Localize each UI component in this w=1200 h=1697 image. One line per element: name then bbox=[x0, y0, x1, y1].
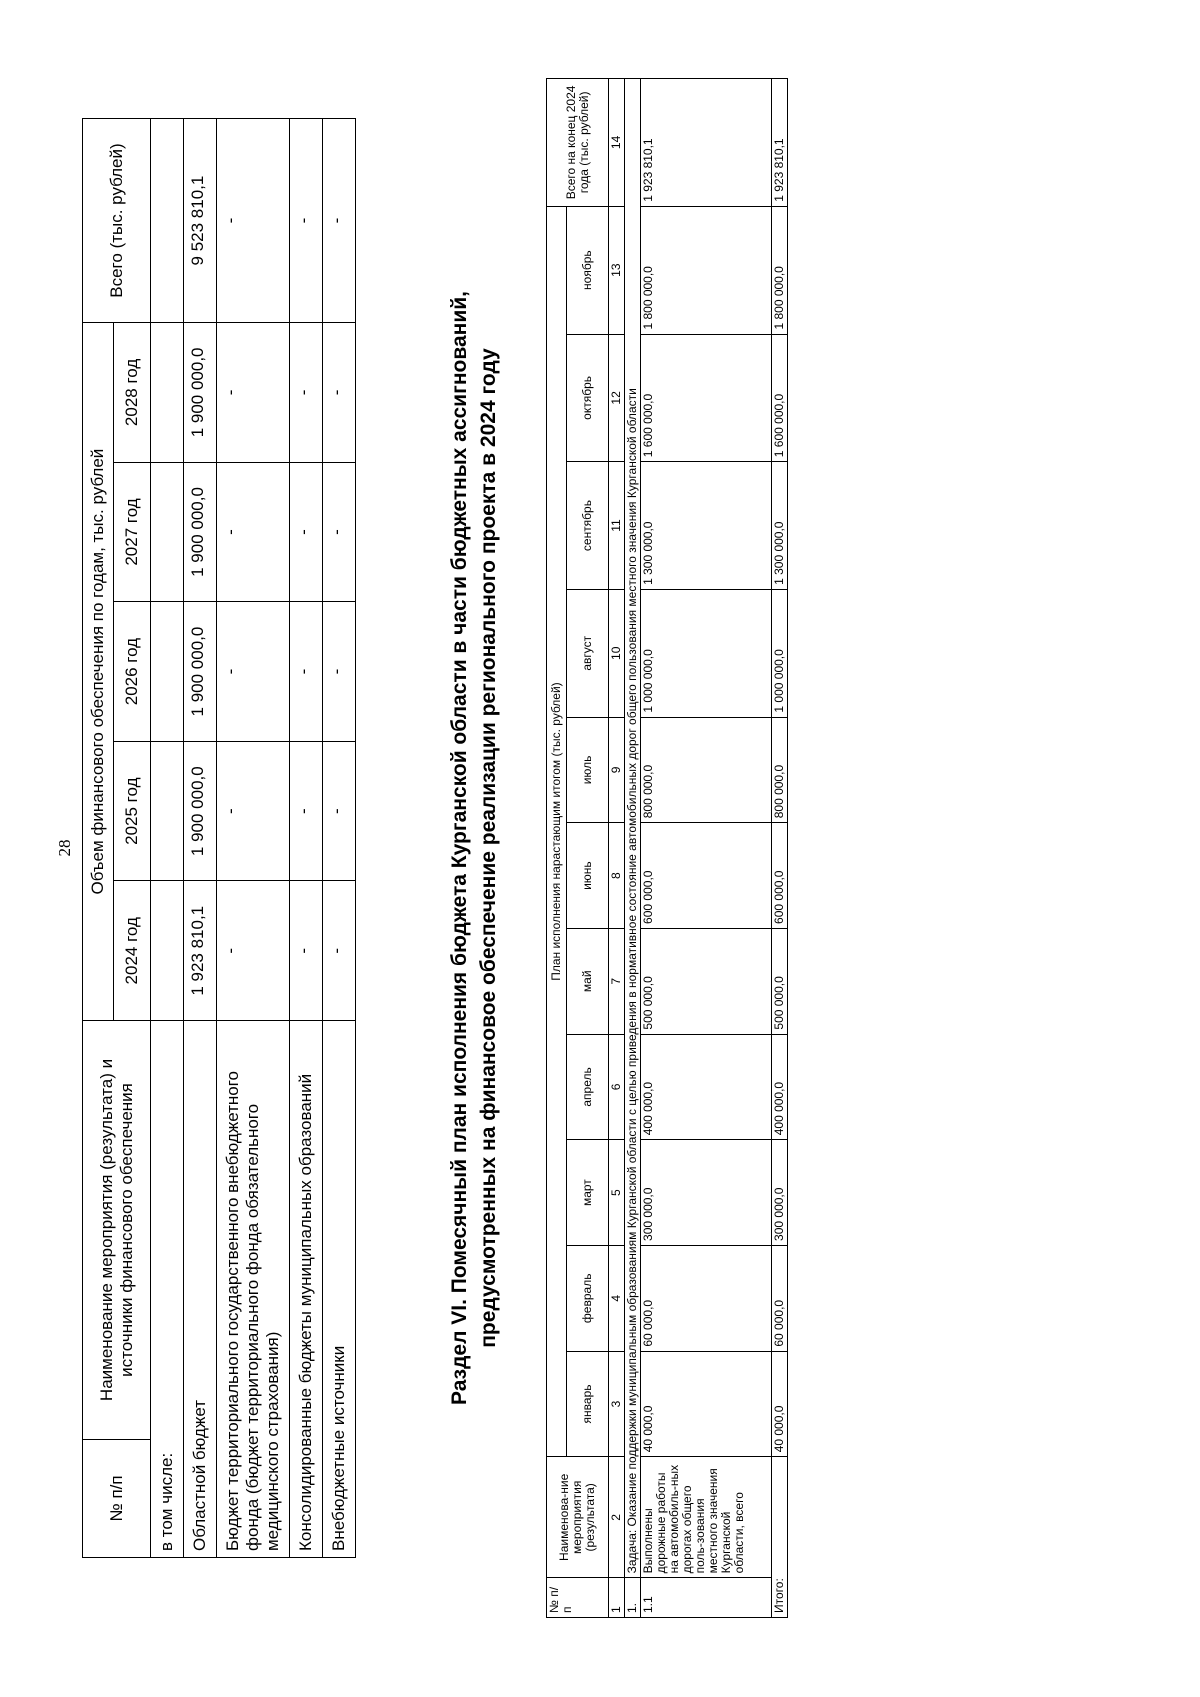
plan-item-cell: 600 000,0 bbox=[641, 823, 772, 929]
plan-column-number: 9 bbox=[609, 717, 625, 823]
plan-item-row bbox=[641, 79, 772, 1618]
plan-header-name: Наименова-ние мероприятия (результата) bbox=[547, 1457, 609, 1578]
plan-total-cell: 800 000,0 bbox=[772, 717, 788, 823]
plan-item-num: 1.1 bbox=[641, 1578, 772, 1618]
plan-item-cell: 800 000,0 bbox=[641, 717, 772, 823]
plan-header-month: июнь bbox=[567, 823, 609, 929]
funding-row-name: Консолидированные бюджеты муниципальных образований bbox=[290, 1021, 323, 1558]
funding-cell: - bbox=[290, 741, 323, 881]
funding-header-year: 2024 год bbox=[114, 881, 151, 1021]
plan-column-number: 6 bbox=[609, 1034, 625, 1140]
plan-total-cell: 1 800 000,0 bbox=[772, 206, 788, 334]
plan-column-number: 10 bbox=[609, 589, 625, 717]
funding-row bbox=[323, 119, 356, 1558]
plan-column-number: 12 bbox=[609, 334, 625, 462]
plan-total-cell: 400 000,0 bbox=[772, 1034, 788, 1140]
funding-total-cell: - bbox=[323, 119, 356, 323]
plan-total-cell: 1 300 000,0 bbox=[772, 462, 788, 590]
plan-total-cell: 600 000,0 bbox=[772, 823, 788, 929]
funding-cell bbox=[151, 462, 184, 602]
plan-item-cell: 1 300 000,0 bbox=[641, 462, 772, 590]
funding-row-name: Областной бюджет bbox=[184, 1021, 217, 1558]
plan-item-cell: 300 000,0 bbox=[641, 1140, 772, 1246]
section-title-line: предусмотренных на финансовое обеспечение реализации регионального проекта в 2024 году bbox=[477, 348, 500, 1348]
plan-total-cell: 300 000,0 bbox=[772, 1140, 788, 1246]
plan-item-cell: 1 600 000,0 bbox=[641, 334, 772, 462]
plan-total-cell: 500 000,0 bbox=[772, 928, 788, 1034]
funding-header-total: Всего (тыс. рублей) bbox=[83, 119, 151, 323]
funding-cell: - bbox=[323, 602, 356, 742]
plan-header-num: № п/п bbox=[547, 1578, 609, 1618]
plan-item-name: Выполнены дорожные работы на автомобиль-ных дорогах общего поль-зования местного значения Курганской области, всего bbox=[641, 1457, 772, 1578]
funding-header-year: 2027 год bbox=[114, 462, 151, 602]
funding-header-years-group: Объем финансового обеспечения по годам, тыс. рублей bbox=[83, 323, 114, 1021]
funding-cell: - bbox=[323, 881, 356, 1021]
funding-cell bbox=[151, 323, 184, 463]
funding-row bbox=[217, 119, 290, 1558]
funding-cell: - bbox=[290, 323, 323, 463]
funding-table-header-row bbox=[83, 119, 114, 1558]
plan-column-number: 5 bbox=[609, 1140, 625, 1246]
page-number: 28 bbox=[55, 839, 74, 857]
plan-total-label: Итого: bbox=[772, 1457, 788, 1618]
funding-cell: - bbox=[323, 462, 356, 602]
plan-header-month: апрель bbox=[567, 1034, 609, 1140]
plan-column-number: 8 bbox=[609, 823, 625, 929]
plan-item-cell: 1 000 000,0 bbox=[641, 589, 772, 717]
plan-header-total: Всего на конец 2024 года (тыс. рублей) bbox=[547, 79, 609, 207]
funding-row bbox=[151, 119, 184, 1558]
section-title-line: Раздел VI. Помесячный план исполнения бюджета Курганской области в части бюджетных ассигнований, bbox=[448, 290, 471, 1406]
plan-item-cell: 400 000,0 bbox=[641, 1034, 772, 1140]
funding-header-num: № п/п bbox=[83, 1439, 151, 1557]
monthly-plan-table bbox=[546, 78, 788, 1618]
funding-cell: 1 900 000,0 bbox=[184, 741, 217, 881]
plan-item-cell: 60 000,0 bbox=[641, 1245, 772, 1351]
plan-total-row bbox=[772, 79, 788, 1618]
funding-cell: - bbox=[217, 881, 290, 1021]
plan-header-month: октябрь bbox=[567, 334, 609, 462]
plan-task-text: Задача: Оказание поддержки муниципальным образованиям Курганской области с целью приведения в нормативное состояние автомобильных дорог общего пользования местного значения Курганской области bbox=[625, 79, 641, 1578]
plan-header-month: февраль bbox=[567, 1245, 609, 1351]
plan-task-num: 1. bbox=[625, 1578, 641, 1618]
funding-row bbox=[184, 119, 217, 1558]
plan-column-number: 3 bbox=[609, 1351, 625, 1457]
plan-header-row bbox=[547, 79, 567, 1618]
plan-total-cell: 60 000,0 bbox=[772, 1245, 788, 1351]
funding-table bbox=[82, 118, 356, 1558]
plan-item-cell: 500 000,0 bbox=[641, 928, 772, 1034]
plan-header-month: январь bbox=[567, 1351, 609, 1457]
funding-header-year: 2026 год bbox=[114, 602, 151, 742]
plan-total-cell: 1 600 000,0 bbox=[772, 334, 788, 462]
funding-row-name: Внебюджетные источники bbox=[323, 1021, 356, 1558]
plan-column-numbers-row bbox=[609, 79, 625, 1618]
funding-total-cell: 9 523 810,1 bbox=[184, 119, 217, 323]
section-title bbox=[445, 118, 503, 1578]
funding-cell: - bbox=[323, 323, 356, 463]
funding-row-name: Бюджет территориального государственного внебюджетного фонда (бюджет территориального фонда обязательного медицинского страхования) bbox=[217, 1021, 290, 1558]
plan-header-month: сентябрь bbox=[567, 462, 609, 590]
plan-column-number: 1 bbox=[609, 1578, 625, 1618]
funding-cell: - bbox=[323, 741, 356, 881]
funding-cell: - bbox=[217, 741, 290, 881]
funding-cell bbox=[151, 881, 184, 1021]
funding-header-name: Наименование мероприятия (результата) и источники финансового обеспечения bbox=[83, 1021, 151, 1440]
funding-row bbox=[290, 119, 323, 1558]
plan-header-month: август bbox=[567, 589, 609, 717]
landscape-page bbox=[30, 58, 1170, 1638]
funding-cell: - bbox=[217, 602, 290, 742]
plan-column-number: 4 bbox=[609, 1245, 625, 1351]
funding-total-cell: - bbox=[217, 119, 290, 323]
plan-total-cell: 40 000,0 bbox=[772, 1351, 788, 1457]
plan-item-total: 1 923 810,1 bbox=[641, 79, 772, 207]
plan-item-cell: 40 000,0 bbox=[641, 1351, 772, 1457]
funding-cell: - bbox=[217, 462, 290, 602]
plan-column-number: 11 bbox=[609, 462, 625, 590]
funding-cell: - bbox=[290, 881, 323, 1021]
plan-column-number: 7 bbox=[609, 928, 625, 1034]
plan-column-number: 13 bbox=[609, 206, 625, 334]
funding-cell: 1 900 000,0 bbox=[184, 462, 217, 602]
funding-cell: - bbox=[217, 323, 290, 463]
funding-header-year: 2025 год bbox=[114, 741, 151, 881]
plan-months-row bbox=[567, 79, 609, 1618]
plan-column-number: 2 bbox=[609, 1457, 625, 1578]
funding-cell: 1 900 000,0 bbox=[184, 323, 217, 463]
plan-header-month: март bbox=[567, 1140, 609, 1246]
funding-cell: - bbox=[290, 602, 323, 742]
funding-header-year: 2028 год bbox=[114, 323, 151, 463]
plan-header-month: июль bbox=[567, 717, 609, 823]
plan-item-cell: 1 800 000,0 bbox=[641, 206, 772, 334]
plan-header-month: ноябрь bbox=[567, 206, 609, 334]
funding-cell bbox=[151, 741, 184, 881]
funding-cell: - bbox=[290, 462, 323, 602]
plan-total-cell: 1 000 000,0 bbox=[772, 589, 788, 717]
funding-cell: 1 923 810,1 bbox=[184, 881, 217, 1021]
plan-total-grand: 1 923 810,1 bbox=[772, 79, 788, 207]
plan-task-row bbox=[625, 79, 641, 1618]
funding-total-cell: - bbox=[290, 119, 323, 323]
plan-header-group: План исполнения нарастающим итогом (тыс. рублей) bbox=[547, 206, 567, 1457]
funding-cell: 1 900 000,0 bbox=[184, 602, 217, 742]
plan-header-month: май bbox=[567, 928, 609, 1034]
funding-row-name: в том числе: bbox=[151, 1021, 184, 1558]
plan-column-number: 14 bbox=[609, 79, 625, 207]
funding-total-cell bbox=[151, 119, 184, 323]
funding-cell bbox=[151, 602, 184, 742]
